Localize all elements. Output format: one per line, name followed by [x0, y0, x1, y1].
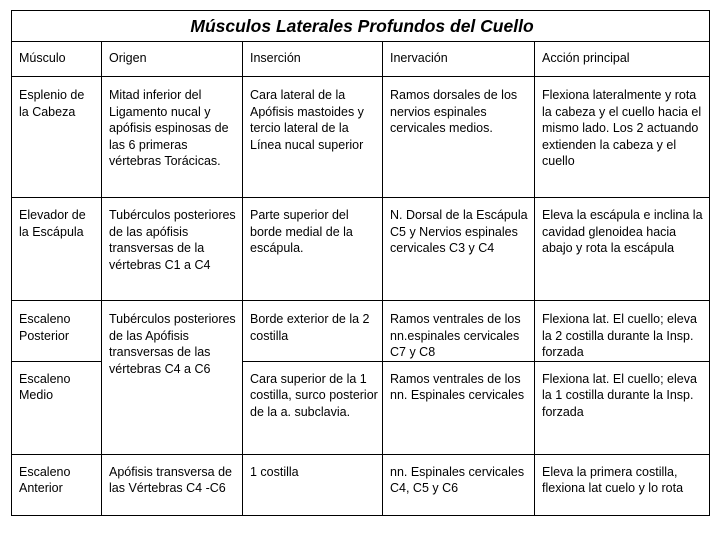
cell-inervacion: Ramos dorsales de los nervios espinales cervicales medios. — [383, 77, 535, 198]
cell-insercion: 1 costilla — [243, 454, 383, 515]
cell-insercion: Borde exterior de la 2 costilla — [243, 301, 383, 362]
table-row — [12, 77, 710, 198]
cell-origen: Tubérculos posteriores de las apófisis transversas de la vértebras C1 a C4 — [102, 198, 243, 301]
cell-insercion: Parte superior del borde medial de la escápula. — [243, 198, 383, 301]
table-row — [12, 198, 710, 301]
cell-inervacion: Ramos ventrales de los nn. Espinales cervicales — [383, 361, 535, 454]
cell-origen: Mitad inferior del Ligamento nucal y apófisis espinosas de las 6 primeras vértebras Torácicas. — [102, 77, 243, 198]
cell-accion: Flexiona lat. El cuello; eleva la 1 costilla durante la Insp. forzada — [535, 361, 710, 454]
cell-insercion: Cara superior de la 1 costilla, surco posterior de la a. subclavia. — [243, 361, 383, 454]
cell-inervacion: Ramos ventrales de los nn.espinales cervicales C7 y C8 — [383, 301, 535, 362]
table-header-row — [12, 42, 710, 77]
cell-accion: Eleva la escápula e inclina la cavidad glenoidea hacia abajo y rota la escápula — [535, 198, 710, 301]
cell-accion: Flexiona lateralmente y rota la cabeza y el cuello hacia el mismo lado. Los 2 actuando extienden la cabeza y el cuello — [535, 77, 710, 198]
table-row — [12, 454, 710, 515]
cell-inervacion: N. Dorsal de la Escápula C5 y Nervios espinales cervicales C3 y C4 — [383, 198, 535, 301]
table-title: Músculos Laterales Profundos del Cuello — [12, 11, 710, 42]
header-insercion: Inserción — [243, 42, 383, 77]
table-title-row — [12, 11, 710, 42]
cell-musculo: Escaleno Medio — [12, 361, 102, 454]
cell-accion: Eleva la primera costilla, flexiona lat cuelo y lo rota — [535, 454, 710, 515]
header-accion: Acción principal — [535, 42, 710, 77]
header-inervacion: Inervación — [383, 42, 535, 77]
cell-musculo: Escaleno Posterior — [12, 301, 102, 362]
cell-musculo: Elevador de la Escápula — [12, 198, 102, 301]
cell-accion: Flexiona lat. El cuello; eleva la 2 costilla durante la Insp. forzada — [535, 301, 710, 362]
cell-origen-merged: Tubérculos posteriores de las Apófisis transversas de las vértebras C4 a C6 — [102, 301, 243, 455]
table-row — [12, 301, 710, 362]
muscle-table — [11, 10, 710, 516]
cell-insercion: Cara lateral de la Apófisis mastoides y tercio lateral de la Línea nucal superior — [243, 77, 383, 198]
header-musculo: Músculo — [12, 42, 102, 77]
header-origen: Origen — [102, 42, 243, 77]
cell-origen: Apófisis transversa de las Vértebras C4 -C6 — [102, 454, 243, 515]
cell-inervacion: nn. Espinales cervicales C4, C5 y C6 — [383, 454, 535, 515]
cell-musculo: Esplenio de la Cabeza — [12, 77, 102, 198]
cell-musculo: Escaleno Anterior — [12, 454, 102, 515]
